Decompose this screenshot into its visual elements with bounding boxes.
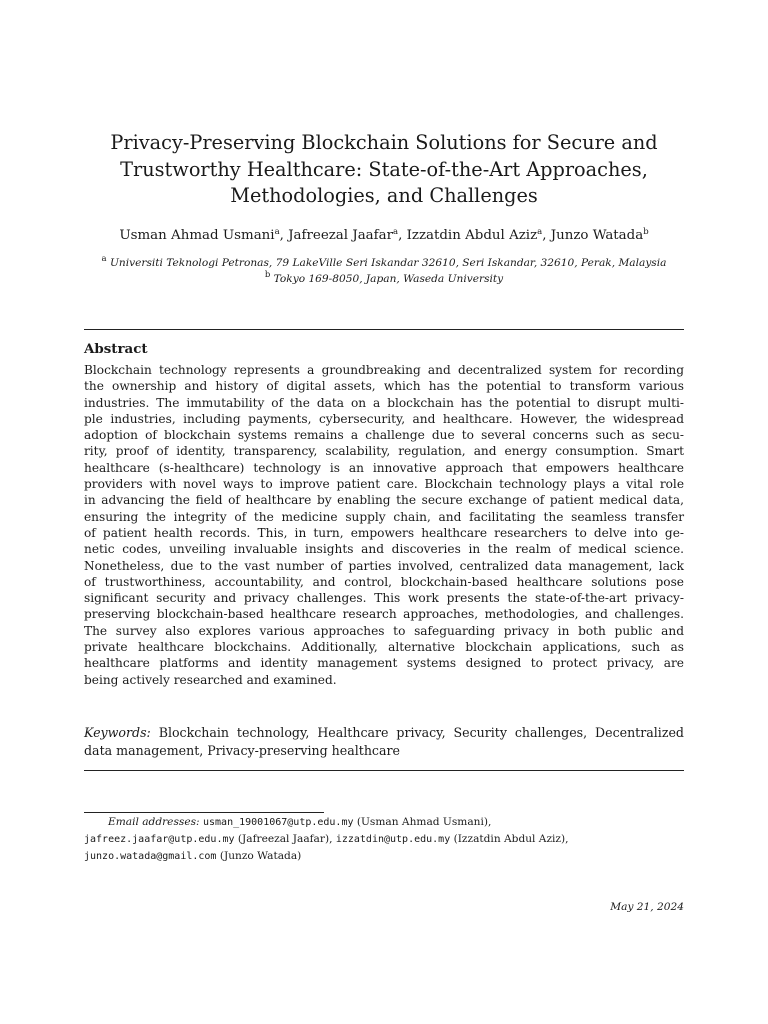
- keywords-text: Blockchain technology, Healthcare privacy, Security challenges, Decentralized: [158, 725, 684, 740]
- keywords-line: [84, 724, 684, 742]
- author-list: [84, 227, 684, 245]
- author-name: Junzo Watada: [550, 228, 644, 243]
- author-separator: ,: [542, 228, 551, 243]
- footnote-rule: [84, 812, 324, 813]
- email-address: izzatdin@utp.edu.my: [335, 834, 451, 845]
- title-line: Methodologies, and Challenges: [230, 184, 538, 207]
- affiliations: [64, 256, 704, 287]
- affiliation-line: [64, 256, 704, 272]
- abstract-line: significant security and privacy challenges. This work presents the state-of-the-art privacy-: [84, 591, 684, 606]
- paper-title: [84, 130, 684, 210]
- preprint-date: May 21, 2024: [610, 901, 684, 913]
- abstract-line: the ownership and history of digital assets, which has the potential to transform various: [84, 379, 684, 394]
- title-line: Trustworthy Healthcare: State-of-the-Art Approaches,: [120, 157, 648, 181]
- author-name: Jafreezal Jaafar: [288, 228, 393, 243]
- footnote-line: [84, 814, 684, 831]
- email-owner: (Junzo Watada): [219, 850, 302, 862]
- abstract-line: The survey also explores various approaches to safeguarding privacy in both public and: [84, 623, 684, 638]
- abstract-line: industries. The immutability of the data on a blockchain has the potential to disrupt multi-: [84, 395, 684, 410]
- footnote-line: [84, 848, 684, 865]
- affiliation-mark: a: [393, 227, 399, 237]
- title-line: Privacy-Preserving Blockchain Solutions for Secure and: [110, 131, 658, 154]
- email-address: junzo.watada@gmail.com: [84, 851, 217, 862]
- affiliation-mark: a: [274, 227, 280, 237]
- affiliation-mark: a: [537, 227, 543, 237]
- abstract-line: private healthcare blockchains. Additionally, alternative blockchain applications, such as: [84, 640, 684, 655]
- email-owner: (Usman Ahmad Usmani),: [356, 816, 492, 828]
- abstract-line: in advancing the field of healthcare by enabling the secure exchange of patient medical data,: [84, 493, 684, 508]
- abstract-line: of trustworthiness, accountability, and control, blockchain-based healthcare solutions pose: [84, 574, 684, 589]
- abstract-line: Blockchain technology represents a groundbreaking and decentralized system for recording: [84, 363, 684, 377]
- keywords: [84, 724, 684, 760]
- keywords-line: data management, Privacy-preserving healthcare: [84, 743, 400, 758]
- email-address: usman_19001067@utp.edu.my: [202, 817, 354, 828]
- abstract-line: rity, proof of identity, transparency, scalability, regulation, and energy consumption. Smart: [84, 444, 684, 459]
- author-name: Usman Ahmad Usmani: [119, 228, 275, 243]
- footnote: [84, 814, 684, 865]
- abstract-line: netic codes, unveiling invaluable insights and discoveries in the realm of medical science.: [84, 542, 684, 557]
- abstract-body: [84, 362, 684, 688]
- keywords-label: Keywords:: [84, 725, 151, 740]
- affiliation-text: Tokyo 169-8050, Japan, Waseda University: [273, 272, 504, 285]
- footnote-label: Email addresses:: [108, 816, 200, 828]
- abstract-line: preserving blockchain-based healthcare research approaches, methodologies, and challenges.: [84, 607, 684, 622]
- email-owner: (Jafreezal Jaafar),: [237, 833, 333, 845]
- abstract-line: being actively researched and examined.: [84, 672, 337, 687]
- abstract-line: healthcare (s-healthcare) technology is an innovative approach that empowers healthcare: [84, 460, 684, 475]
- abstract-heading: Abstract: [84, 341, 148, 357]
- abstract-line: adoption of blockchain systems remains a challenge due to several concerns such as secu-: [84, 428, 684, 443]
- abstract-line: ensuring the integrity of the medicine supply chain, and facilitating the seamless transfer: [84, 509, 684, 524]
- affiliation-mark: b: [264, 269, 271, 280]
- abstract-line: Nonetheless, due to the vast number of parties involved, centralized data management, lack: [84, 558, 684, 573]
- affiliation-mark: b: [643, 227, 649, 237]
- abstract-bottom-rule: [84, 770, 684, 771]
- abstract-line: healthcare platforms and identity management systems designed to protect privacy, are: [84, 656, 684, 671]
- abstract-line: of patient health records. This, in turn, empowers healthcare researchers to delve into ge-: [84, 525, 684, 540]
- abstract-top-rule: [84, 329, 684, 330]
- abstract-line: providers with novel ways to improve patient care. Blockchain technology plays a vital role: [84, 477, 684, 492]
- author-name: Izzatdin Abdul Aziz: [406, 228, 538, 243]
- footnote-line: [84, 831, 684, 848]
- email-owner: (Izzatdin Abdul Aziz),: [453, 833, 569, 845]
- author-separator: ,: [279, 228, 289, 243]
- abstract-line: ple industries, including payments, cybersecurity, and healthcare. However, the widespread: [84, 411, 684, 426]
- affiliation-line: [64, 269, 704, 288]
- email-address: jafreez.jaafar@utp.edu.my: [84, 834, 235, 845]
- affiliation-text: Universiti Teknologi Petronas, 79 LakeVille Seri Iskandar 32610, Seri Iskandar, 32610, Perak, Malaysia: [110, 257, 667, 269]
- affiliation-mark: a: [101, 254, 107, 264]
- author-separator: ,: [398, 228, 407, 243]
